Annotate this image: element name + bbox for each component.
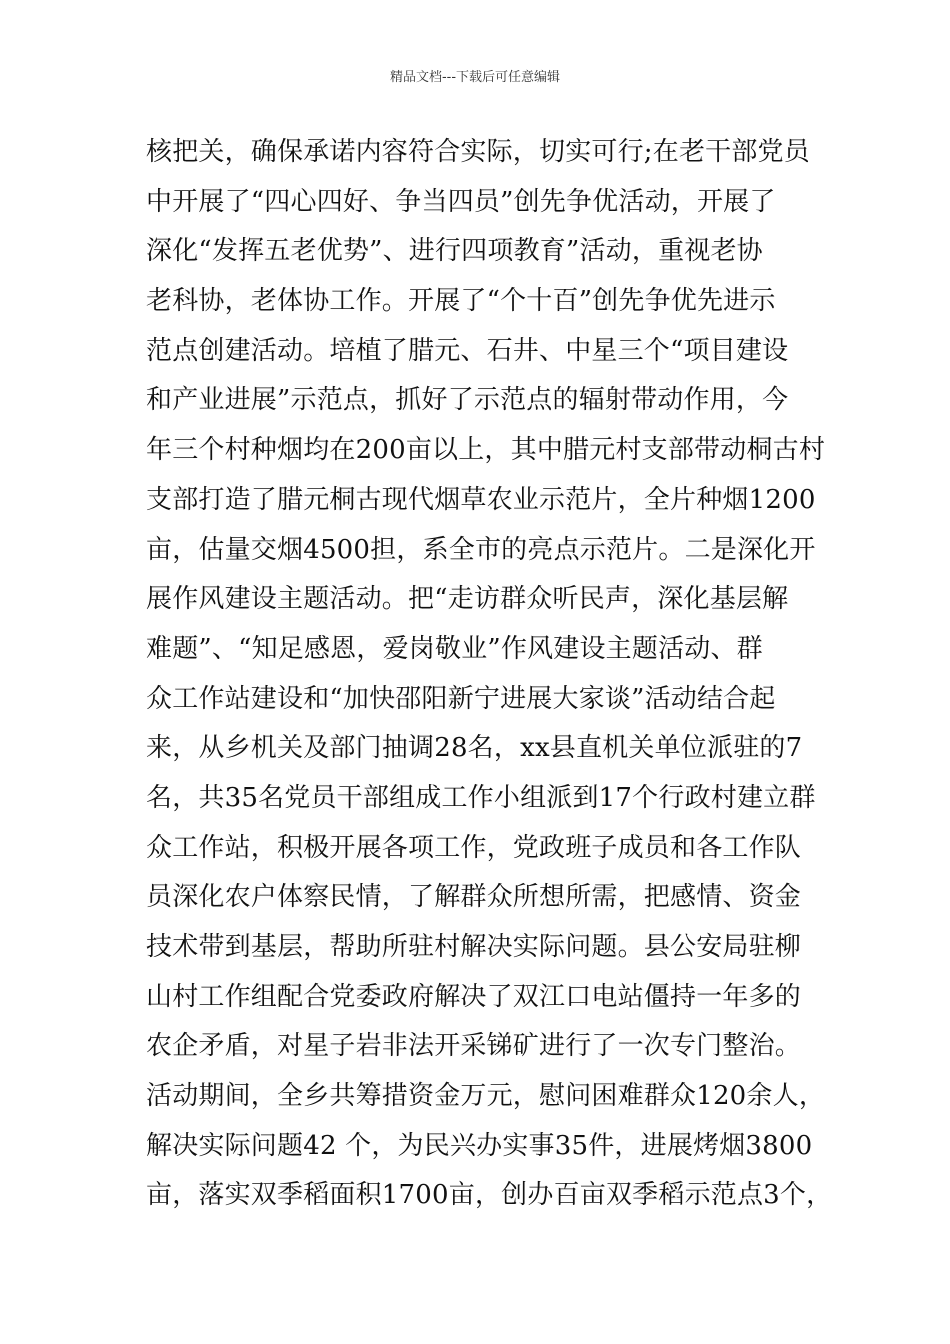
- text-line: 名，共35名党员干部组成工作小组派到17个行政村建立群: [146, 782, 816, 813]
- text-line: 来，从乡机关及部门抽调28名，xx县直机关单位派驻的7: [146, 733, 803, 764]
- body-text: [146, 128, 846, 1221]
- text-line: 难题”、“知足感恩，爱岗敬业”作风建设主题活动、群: [146, 633, 763, 664]
- text-line: 核把关，确保承诺内容符合实际，切实可行;在老干部党员: [146, 137, 810, 167]
- text-line: 农企矛盾，对星子岩非法开采锑矿进行了一次专门整治。: [146, 1031, 802, 1062]
- text-line: 深化“发挥五老优势”、进行四项教育”活动，重视老协: [146, 236, 763, 267]
- text-line: 范点创建活动。培植了腊元、石井、中星三个“项目建设: [146, 335, 789, 366]
- text-line: 众工作站建设和“加快邵阳新宁进展大家谈”活动结合起: [146, 683, 776, 714]
- text-line: 山村工作组配合党委政府解决了双江口电站僵持一年多的: [146, 981, 802, 1012]
- text-line: 和产业进展”示范点，抓好了示范点的辐射带动作用，今: [146, 385, 789, 416]
- text-line: 展作风建设主题活动。把“走访群众听民声，深化基层解: [146, 584, 789, 615]
- text-line: 技术带到基层，帮助所驻村解决实际问题。县公安局驻柳: [146, 932, 802, 962]
- text-line: 支部打造了腊元桐古现代烟草农业示范片，全片种烟1200: [146, 484, 816, 515]
- text-line: 亩，估量交烟4500担，系全市的亮点示范片。二是深化开: [146, 534, 816, 565]
- text-line: 亩，落实双季稻面积1700亩，创办百亩双季稻示范点3个，: [146, 1180, 833, 1211]
- text-line: 员深化农户体察民情，了解群众所想所需，把感情、资金: [146, 882, 802, 913]
- page-header: 精品文档---下载后可任意编辑: [389, 70, 561, 85]
- text-line: 活动期间，全乡共筹措资金万元，慰问困难群众120余人，: [146, 1081, 826, 1112]
- text-line: 中开展了“四心四好、争当四员”创先争优活动，开展了: [146, 186, 776, 217]
- text-line: 解决实际问题42 个，为民兴办实事35件，进展烤烟3800: [146, 1130, 813, 1161]
- text-line: 老科协，老体协工作。开展了“个十百”创先争优先进示: [146, 286, 776, 317]
- text-line: 年三个村种烟均在200亩以上，其中腊元村支部带动桐古村: [146, 435, 826, 466]
- text-line: 众工作站，积极开展各项工作，党政班子成员和各工作队: [146, 832, 802, 863]
